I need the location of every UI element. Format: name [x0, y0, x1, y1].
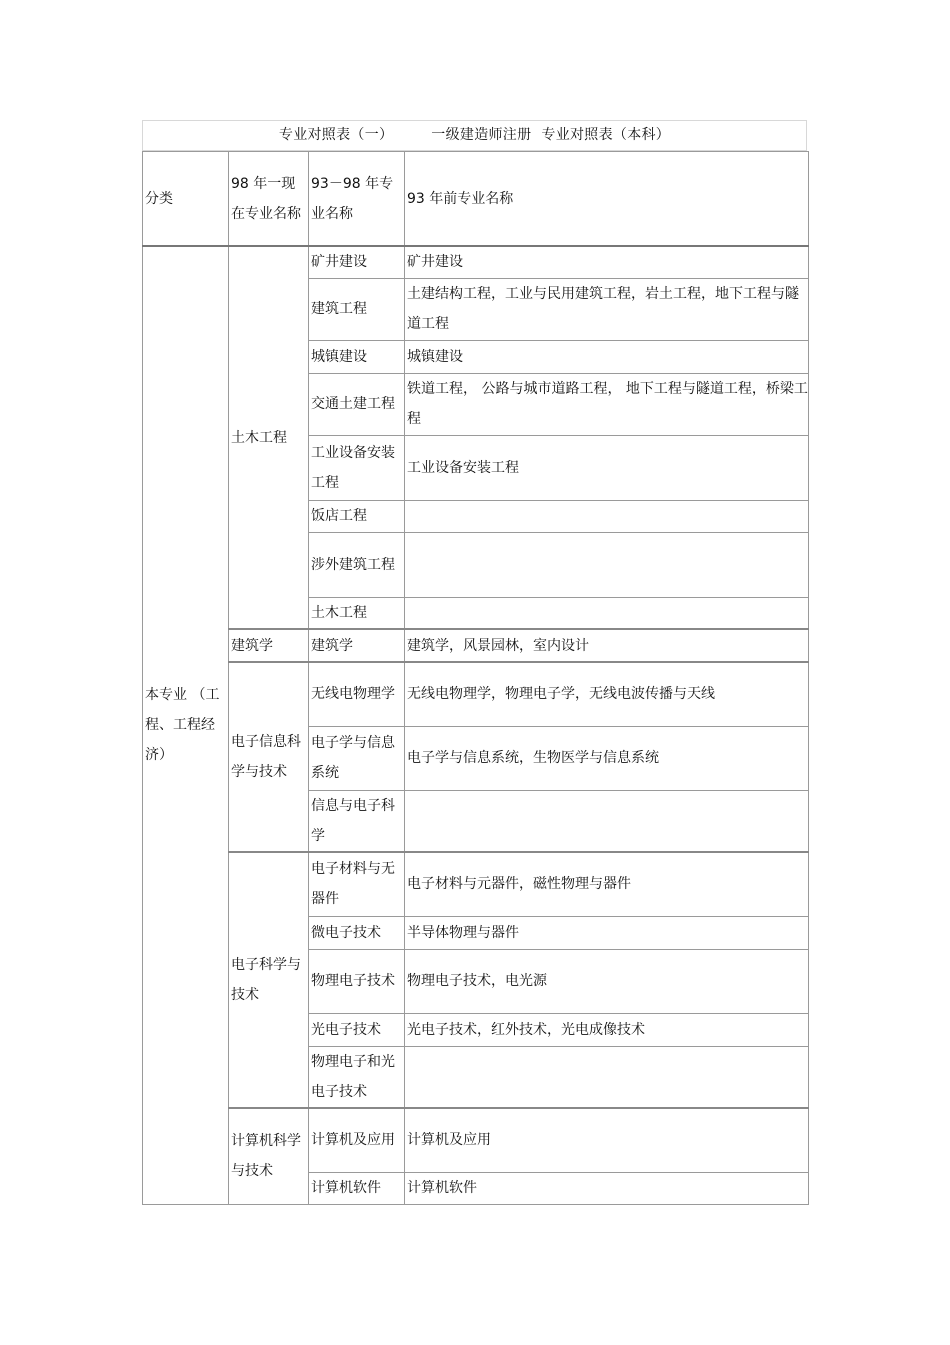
header-category: 分类: [143, 152, 229, 247]
old-major-cell: 计算机软件: [405, 1172, 809, 1204]
old-major-cell: 工业设备安装工程: [405, 435, 809, 500]
old-major-cell: [405, 1046, 809, 1108]
mid-major-cell: 土木工程: [309, 597, 405, 629]
mid-major-cell: 矿井建设: [309, 246, 405, 278]
category-cell: 本专业 （工程、工程经济）: [143, 246, 229, 1204]
old-major-cell: [405, 532, 809, 597]
title-part1: 专业对照表（一）: [278, 127, 394, 143]
mid-major-cell: 涉外建筑工程: [309, 532, 405, 597]
major-comparison-table: [142, 151, 809, 1205]
old-major-cell: 光电子技术，红外技术，光电成像技术: [405, 1013, 809, 1046]
header-current-name: 98 年一现在专业名称: [229, 152, 309, 247]
mid-major-cell: 计算机及应用: [309, 1108, 405, 1172]
old-major-cell: [405, 790, 809, 852]
old-major-cell: 电子学与信息系统，生物医学与信息系统: [405, 726, 809, 790]
table-title: [142, 120, 807, 151]
current-major-cell: 建筑学: [229, 629, 309, 662]
old-major-cell: 矿井建设: [405, 246, 809, 278]
mid-major-cell: 建筑学: [309, 629, 405, 662]
mid-major-cell: 城镇建设: [309, 340, 405, 373]
mid-major-cell: 建筑工程: [309, 278, 405, 340]
header-row: [143, 152, 809, 247]
old-major-cell: 城镇建设: [405, 340, 809, 373]
mid-major-cell: 计算机软件: [309, 1172, 405, 1204]
old-major-cell: [405, 597, 809, 629]
old-major-cell: 土建结构工程，工业与民用建筑工程，岩土工程，地下工程与隧道工程: [405, 278, 809, 340]
mid-major-cell: 物理电子和光电子技术: [309, 1046, 405, 1108]
table-row: [143, 662, 809, 726]
current-major-cell: 土木工程: [229, 246, 309, 629]
old-major-cell: 计算机及应用: [405, 1108, 809, 1172]
mid-major-cell: 无线电物理学: [309, 662, 405, 726]
header-old-name: 93 年前专业名称: [405, 152, 809, 247]
old-major-cell: 建筑学，风景园林，室内设计: [405, 629, 809, 662]
mid-major-cell: 交通土建工程: [309, 373, 405, 435]
mid-major-cell: 电子材料与无器件: [309, 852, 405, 916]
table-row: [143, 1108, 809, 1172]
title-part2: 一级建造师注册: [431, 127, 532, 143]
mid-major-cell: 物理电子技术: [309, 949, 405, 1013]
mid-major-cell: 电子学与信息系统: [309, 726, 405, 790]
current-major-cell: 电子信息科学与技术: [229, 662, 309, 852]
table-row: [143, 852, 809, 916]
current-major-cell: 计算机科学与技术: [229, 1108, 309, 1204]
header-mid-name: 93－98 年专业名称: [309, 152, 405, 247]
current-major-cell: 电子科学与技术: [229, 852, 309, 1108]
old-major-cell: 电子材料与元器件，磁性物理与器件: [405, 852, 809, 916]
old-major-cell: 半导体物理与器件: [405, 916, 809, 949]
mid-major-cell: 工业设备安装工程: [309, 435, 405, 500]
table-row: [143, 246, 809, 278]
old-major-cell: 物理电子技术，电光源: [405, 949, 809, 1013]
mid-major-cell: 饭店工程: [309, 500, 405, 532]
mid-major-cell: 微电子技术: [309, 916, 405, 949]
title-part3: 专业对照表（本科）: [541, 127, 671, 143]
table-row: [143, 629, 809, 662]
mid-major-cell: 信息与电子科学: [309, 790, 405, 852]
old-major-cell: 铁道工程， 公路与城市道路工程， 地下工程与隧道工程，桥梁工程: [405, 373, 809, 435]
mid-major-cell: 光电子技术: [309, 1013, 405, 1046]
old-major-cell: 无线电物理学，物理电子学，无线电波传播与天线: [405, 662, 809, 726]
old-major-cell: [405, 500, 809, 532]
